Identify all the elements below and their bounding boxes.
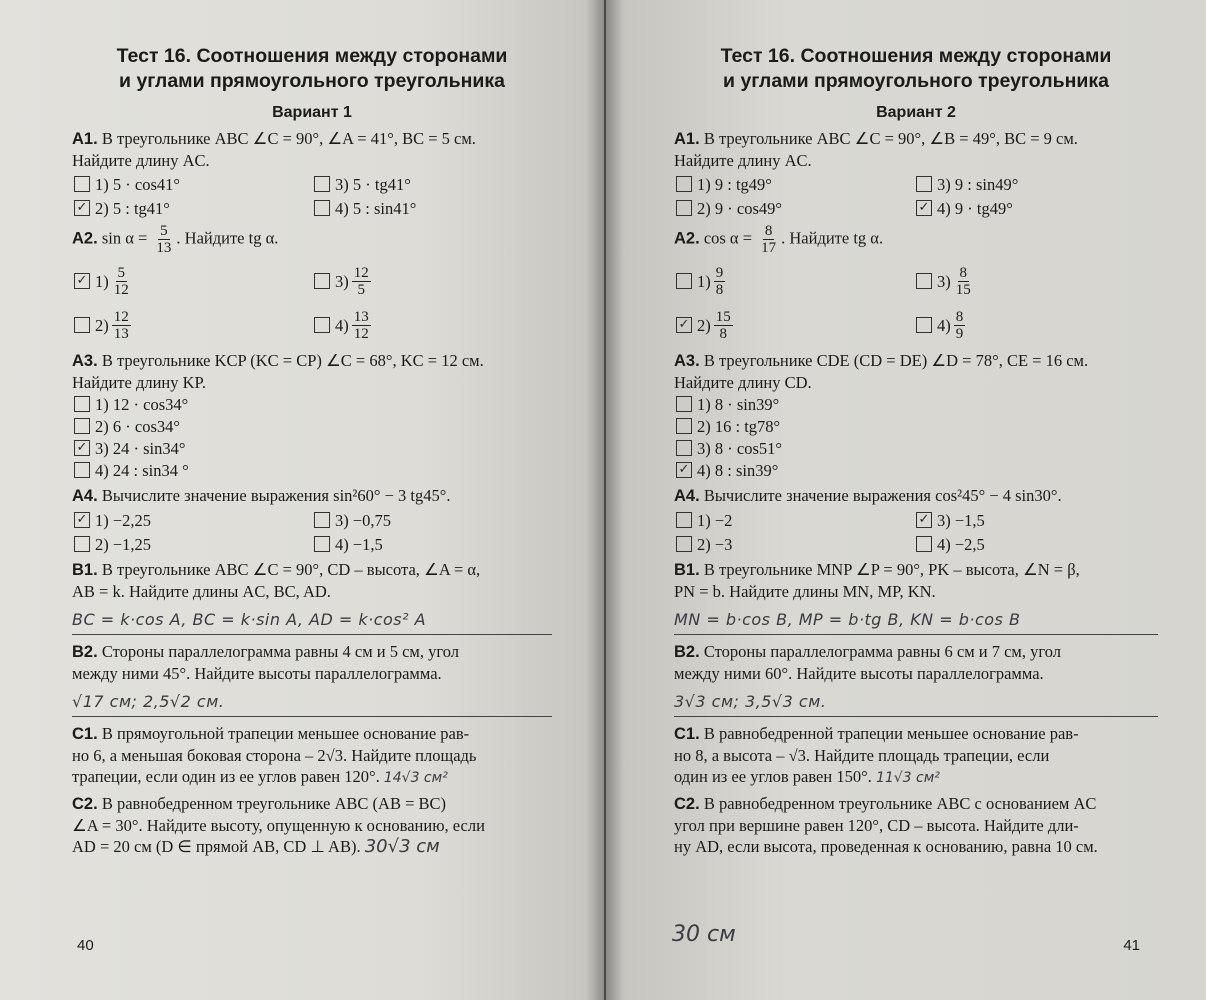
- right-page-content: [674, 44, 1158, 857]
- checkbox[interactable]: [676, 440, 692, 456]
- question-text-2: Найдите длину AC.: [72, 151, 210, 170]
- option-4[interactable]: [914, 533, 1154, 555]
- checkbox[interactable]: [74, 396, 90, 412]
- checkbox[interactable]: ✓: [74, 512, 90, 528]
- question-id: B1.: [72, 561, 98, 579]
- test-title-line2: и углами прямоугольного треугольника: [723, 70, 1109, 92]
- checkbox[interactable]: [676, 273, 692, 289]
- question-id: A3.: [674, 352, 700, 370]
- question-text-2: но 6, а меньшая боковая сторона – 2√3. Найдите площадь: [72, 746, 477, 765]
- question-pre: sin α =: [97, 228, 152, 248]
- question-text-3: трапеции, если один из ее углов равен 120°.: [72, 767, 380, 786]
- question-c1: [72, 723, 552, 789]
- option-label: 3) −0,75: [335, 510, 392, 530]
- option-3[interactable]: [674, 437, 1158, 459]
- question-id: B2.: [674, 643, 700, 661]
- fraction: [112, 309, 131, 342]
- question-text: В треугольнике KCP (KC = CP) ∠C = 68°, KC = 12 см.: [97, 351, 484, 370]
- fraction-numerator: 8: [959, 264, 967, 281]
- checkbox[interactable]: ✓: [74, 273, 90, 289]
- question-b2: [72, 641, 552, 717]
- left-page-content: [72, 44, 552, 857]
- option-1[interactable]: [72, 509, 312, 531]
- question-id: B1.: [674, 561, 700, 579]
- option-label: 1) −2: [697, 510, 733, 530]
- fraction-denominator: 15: [955, 281, 971, 298]
- fraction-numerator: 5: [160, 223, 168, 239]
- question-text: В треугольнике ABC ∠C = 90°, ∠A = 41°, BC = 5 см.: [97, 129, 476, 148]
- option-4[interactable]: [72, 459, 552, 481]
- option-4[interactable]: [674, 459, 1158, 481]
- option-1[interactable]: [72, 393, 552, 415]
- question-a4: [674, 485, 1158, 555]
- handwritten-answer: 11√3 см²: [875, 770, 940, 786]
- fraction-denominator: 13: [156, 240, 172, 256]
- option-label: 3) 8 · cos51°: [697, 438, 782, 458]
- question-text-2: угол при вершине равен 120°, CD – высота. Найдите дли-: [674, 816, 1079, 835]
- option-2[interactable]: [72, 304, 312, 346]
- fraction-numerator: 9: [715, 264, 724, 281]
- question-id: A1.: [674, 130, 700, 148]
- page-number: 40: [77, 937, 94, 954]
- fraction-numerator: 12: [353, 264, 369, 281]
- question-text: Стороны параллелограмма равны 6 см и 7 см, угол: [699, 642, 1061, 661]
- fraction-numerator: 8: [764, 223, 773, 239]
- fraction-numerator: 8: [955, 308, 964, 325]
- question-a1: [674, 128, 1158, 219]
- option-4[interactable]: [312, 304, 552, 346]
- option-label: 3) 24 · sin34°: [95, 438, 186, 458]
- question-text-2: между ними 60°. Найдите высоты параллелограмма.: [674, 664, 1044, 683]
- checkbox[interactable]: [676, 418, 692, 434]
- fraction: [352, 309, 371, 342]
- option-3[interactable]: [312, 509, 552, 531]
- option-1[interactable]: [674, 260, 914, 302]
- page-number: 41: [1123, 937, 1140, 954]
- checkbox[interactable]: [916, 273, 932, 289]
- fraction-denominator: 13: [113, 325, 129, 342]
- option-3[interactable]: [914, 260, 1154, 302]
- option-3[interactable]: [312, 173, 552, 195]
- checkbox[interactable]: [74, 536, 90, 552]
- option-number: 2): [95, 315, 109, 335]
- fraction: [714, 265, 726, 298]
- checkbox[interactable]: [676, 396, 692, 412]
- right-page: [606, 0, 1206, 1000]
- option-label: 4) 24 : sin34 °: [95, 460, 189, 480]
- question-text-3: AD = 20 см (D ∈ прямой AB, CD ⊥ AB).: [72, 837, 361, 856]
- fraction-denominator: 9: [955, 325, 964, 342]
- option-3[interactable]: [914, 509, 1154, 531]
- question-text: В треугольнике ABC ∠C = 90°, ∠B = 49°, BC = 9 см.: [699, 129, 1078, 148]
- question-c2: [674, 793, 1158, 857]
- option-2[interactable]: [674, 533, 914, 555]
- checkbox[interactable]: [916, 176, 932, 192]
- question-text: В равнобедренном треугольнике ABC (AB = BC): [97, 794, 447, 813]
- fraction: [352, 265, 371, 298]
- question-text-2: но 8, а высота – √3. Найдите площадь трапеции, если: [674, 746, 1050, 765]
- option-3[interactable]: [914, 173, 1154, 195]
- question-text-2: PN = b. Найдите длины MN, MP, KN.: [674, 582, 936, 601]
- question-b1: [674, 559, 1158, 635]
- option-label: 1) −2,25: [95, 510, 152, 530]
- question-text: В треугольнике ABC ∠C = 90°, CD – высота, ∠A = α,: [97, 560, 481, 579]
- question-id: C2.: [72, 795, 98, 813]
- option-label: 4) 8 : sin39°: [697, 460, 779, 480]
- option-3[interactable]: [312, 260, 552, 302]
- checkbox[interactable]: [74, 462, 90, 478]
- fraction-numerator: 15: [715, 308, 731, 325]
- option-number: 1): [697, 271, 711, 291]
- option-label: 2) 16 : tg78°: [697, 416, 781, 436]
- checkbox[interactable]: [676, 536, 692, 552]
- handwritten-answer[interactable]: √17 см; 2,5√2 см.: [72, 688, 552, 717]
- fraction-denominator: 5: [357, 281, 365, 298]
- option-label: 1) 9 : tg49°: [697, 174, 772, 194]
- option-label: 3) −1,5: [937, 510, 985, 530]
- fraction: [759, 223, 778, 256]
- option-label: 2) −1,25: [95, 534, 152, 554]
- option-label: 4) 9 · tg49°: [937, 198, 1013, 218]
- checkbox[interactable]: [314, 176, 330, 192]
- option-number: 4): [937, 315, 951, 335]
- question-text: В треугольнике CDE (CD = DE) ∠D = 78°, CE = 16 см.: [699, 351, 1089, 370]
- question-text-2: ∠A = 30°. Найдите высоту, опущенную к основанию, если: [72, 816, 485, 835]
- option-number: 3): [937, 271, 951, 291]
- fraction-denominator: 8: [715, 281, 724, 298]
- fraction-denominator: 12: [353, 325, 369, 342]
- question-id: C2.: [674, 795, 700, 813]
- question-text-2: Найдите длину CD.: [674, 373, 812, 392]
- handwritten-answer: 14√3 см²: [383, 770, 448, 786]
- checkbox[interactable]: ✓: [676, 317, 692, 333]
- question-a3: [72, 350, 552, 481]
- checkbox[interactable]: [314, 317, 330, 333]
- option-3[interactable]: [72, 437, 552, 459]
- option-1[interactable]: [674, 509, 914, 531]
- option-4[interactable]: [312, 533, 552, 555]
- option-label: 4) −2,5: [937, 534, 985, 554]
- option-2[interactable]: [674, 415, 1158, 437]
- option-number: 4): [335, 315, 349, 335]
- fraction: [154, 223, 173, 256]
- question-id: B2.: [72, 643, 98, 661]
- question-pre: cos α =: [699, 228, 757, 248]
- fraction-numerator: 12: [113, 308, 129, 325]
- question-id: A4.: [674, 487, 700, 505]
- question-id: A2.: [674, 229, 700, 248]
- fraction: [112, 265, 131, 298]
- option-1[interactable]: [72, 260, 312, 302]
- checkbox[interactable]: ✓: [74, 200, 90, 216]
- option-label: 2) 9 · cos49°: [697, 198, 782, 218]
- question-text: Стороны параллелограмма равны 4 см и 5 см, угол: [97, 642, 459, 661]
- question-text-2: Найдите длину KP.: [72, 373, 207, 392]
- option-2[interactable]: [72, 415, 552, 437]
- question-b1: [72, 559, 552, 635]
- question-a1: [72, 128, 552, 219]
- option-number: 1): [95, 271, 109, 291]
- checkbox[interactable]: [314, 273, 330, 289]
- checkbox[interactable]: [676, 512, 692, 528]
- test-title-line2: и углами прямоугольного треугольника: [119, 70, 505, 92]
- question-text-2: AB = k. Найдите длины AC, BC, AD.: [72, 582, 331, 601]
- fraction: [954, 265, 973, 298]
- question-post: . Найдите tg α.: [781, 228, 884, 248]
- option-label: 1) 5 · cos41°: [95, 174, 180, 194]
- question-text: В треугольнике MNP ∠P = 90°, PK – высота, ∠N = β,: [699, 560, 1080, 579]
- handwritten-answer[interactable]: MN = b·cos B, MP = b·tg B, KN = b·cos B: [674, 606, 1158, 635]
- checkbox[interactable]: ✓: [74, 440, 90, 456]
- option-1[interactable]: [674, 173, 914, 195]
- variant-label: Вариант 1: [272, 104, 352, 121]
- question-a3: [674, 350, 1158, 481]
- fraction-denominator: 12: [113, 281, 129, 298]
- question-text: В равнобедренной трапеции меньшее основание рав-: [699, 724, 1079, 743]
- option-1[interactable]: [674, 393, 1158, 415]
- option-label: 3) 5 · tg41°: [335, 174, 411, 194]
- question-text: Вычислите значение выражения cos²45° − 4 sin30°.: [699, 486, 1062, 505]
- test-title: Тест 16. Соотношения между сторонами: [720, 45, 1112, 67]
- checkbox[interactable]: [676, 176, 692, 192]
- question-b2: [674, 641, 1158, 717]
- option-2[interactable]: [72, 197, 312, 219]
- fraction-numerator: 13: [353, 308, 369, 325]
- question-a4: [72, 485, 552, 555]
- fraction-denominator: 8: [719, 325, 727, 342]
- fraction-numerator: 5: [117, 264, 125, 281]
- handwritten-answer: 30√3 см: [364, 836, 440, 857]
- option-4[interactable]: [914, 304, 1154, 346]
- question-id: C1.: [674, 725, 700, 743]
- option-2[interactable]: [72, 533, 312, 555]
- fraction: [714, 309, 733, 342]
- option-2[interactable]: [674, 304, 914, 346]
- fraction: [954, 309, 966, 342]
- option-label: 1) 12 · cos34°: [95, 394, 189, 414]
- variant-label: Вариант 2: [876, 104, 956, 121]
- checkbox[interactable]: [74, 317, 90, 333]
- option-label: 4) 5 : sin41°: [335, 198, 417, 218]
- option-2[interactable]: [674, 197, 914, 219]
- question-a2: [674, 223, 1158, 346]
- handwritten-answer-c2: 30 см: [672, 922, 736, 947]
- question-c1: [674, 723, 1158, 789]
- question-text-2: между ними 45°. Найдите высоты параллелограмма.: [72, 664, 442, 683]
- option-label: 4) −1,5: [335, 534, 383, 554]
- checkbox[interactable]: [314, 536, 330, 552]
- option-4[interactable]: [914, 197, 1154, 219]
- question-text-3: один из ее углов равен 150°.: [674, 767, 872, 786]
- option-label: 2) −3: [697, 534, 733, 554]
- question-post: . Найдите tg α.: [176, 228, 279, 248]
- checkbox[interactable]: [74, 418, 90, 434]
- checkbox[interactable]: ✓: [916, 512, 932, 528]
- option-label: 2) 5 : tg41°: [95, 198, 170, 218]
- question-text: В прямоугольной трапеции меньшее основание рав-: [97, 724, 470, 743]
- option-number: 3): [335, 271, 349, 291]
- question-text: В равнобедренном треугольнике ABC с основанием AC: [699, 794, 1097, 813]
- option-label: 2) 6 · cos34°: [95, 416, 180, 436]
- question-c2: [72, 793, 552, 857]
- question-id: A2.: [72, 229, 98, 248]
- handwritten-answer[interactable]: 3√3 см; 3,5√3 см.: [674, 688, 1158, 717]
- checkbox[interactable]: ✓: [676, 462, 692, 478]
- checkbox[interactable]: [314, 200, 330, 216]
- option-label: 3) 9 : sin49°: [937, 174, 1019, 194]
- checkbox[interactable]: ✓: [916, 200, 932, 216]
- checkbox[interactable]: [916, 317, 932, 333]
- question-a2: [72, 223, 552, 346]
- question-text-3: ну AD, если высота, проведенная к основанию, равна 10 см.: [674, 837, 1098, 856]
- question-text-2: Найдите длину AC.: [674, 151, 812, 170]
- checkbox[interactable]: [916, 536, 932, 552]
- option-1[interactable]: [72, 173, 312, 195]
- option-number: 2): [697, 315, 711, 335]
- fraction-denominator: 17: [761, 240, 777, 256]
- handwritten-answer[interactable]: BC = k·cos A, BC = k·sin A, AD = k·cos² A: [72, 606, 552, 635]
- question-id: C1.: [72, 725, 98, 743]
- checkbox[interactable]: [676, 200, 692, 216]
- question-id: A1.: [72, 130, 98, 148]
- test-title: Тест 16. Соотношения между сторонами: [116, 45, 508, 67]
- checkbox[interactable]: [74, 176, 90, 192]
- question-id: A4.: [72, 487, 98, 505]
- option-label: 1) 8 · sin39°: [697, 394, 780, 414]
- checkbox[interactable]: [314, 512, 330, 528]
- option-4[interactable]: [312, 197, 552, 219]
- question-text: Вычислите значение выражения sin²60° − 3 tg45°.: [97, 486, 451, 505]
- question-id: A3.: [72, 352, 98, 370]
